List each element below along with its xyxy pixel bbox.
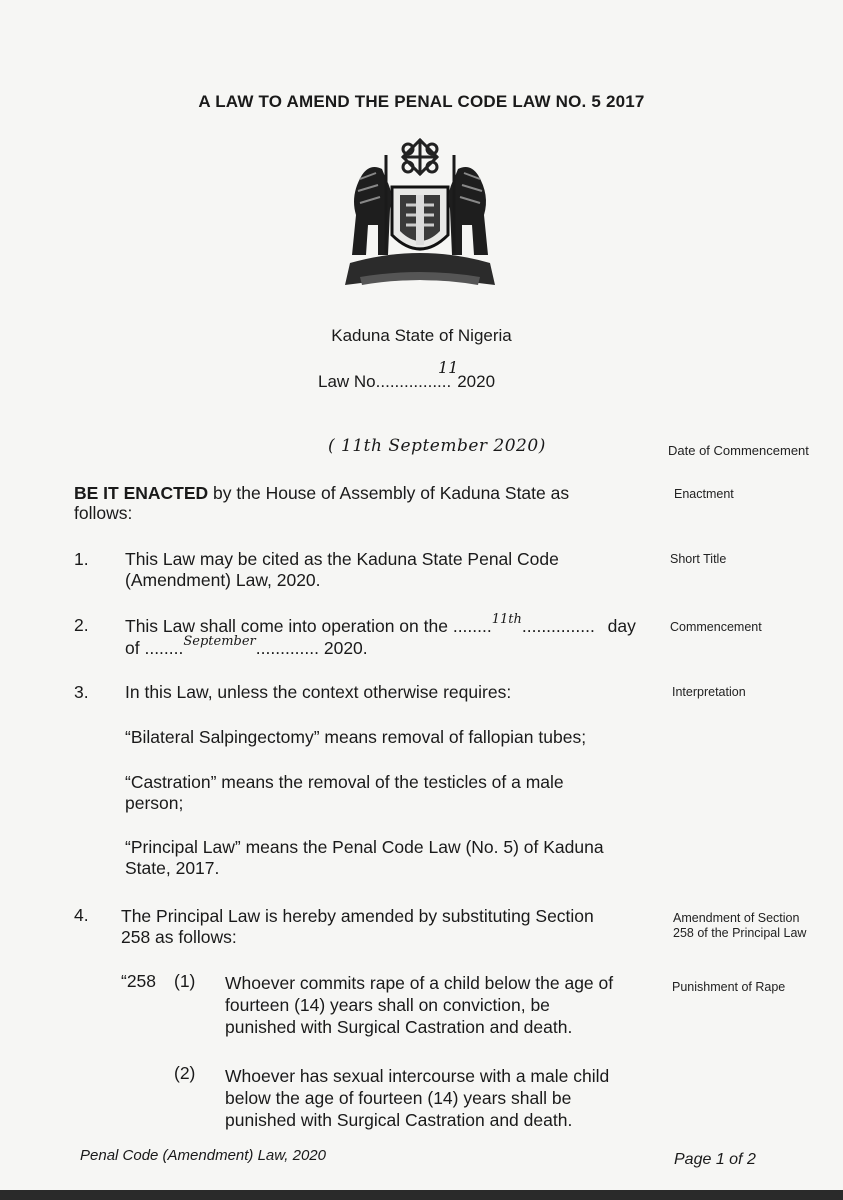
- section-2-year: 2020.: [319, 638, 368, 658]
- definition-bilateral-salpingectomy: “Bilateral Salpingectomy” means removal of fallopian tubes;: [125, 727, 587, 747]
- subsection-2-number: (2): [174, 1063, 196, 1083]
- section-2-text-a: This Law shall come into operation on the: [125, 616, 453, 636]
- section-4-line2: 258 as follows:: [121, 927, 237, 947]
- definition-principal-law-line2: State, 2017.: [125, 858, 220, 878]
- section-2-month-dots2: .............: [255, 638, 319, 658]
- margin-commencement: Commencement: [670, 620, 762, 634]
- section-2-month-dots: ........: [144, 638, 184, 658]
- state-name: Kaduna State of Nigeria: [331, 326, 512, 345]
- section-2-number: 2.: [74, 615, 89, 635]
- bottom-edge-bar: [0, 1190, 843, 1200]
- margin-date-of-commencement: Date of Commencement: [668, 443, 809, 458]
- law-number-line: [318, 358, 496, 392]
- section-1-line2: (Amendment) Law, 2020.: [125, 570, 321, 590]
- subsection-1-line3: punished with Surgical Castration and death.: [225, 1017, 573, 1037]
- enactment-line1: [74, 483, 660, 504]
- section-3-number: 3.: [74, 682, 89, 702]
- law-number-year: 2020: [457, 372, 496, 391]
- subsection-1-line1: Whoever commits rape of a child below the age of: [225, 973, 614, 993]
- law-number-dots: ..............: [385, 372, 452, 391]
- section-2-month-handwritten: September: [183, 634, 256, 649]
- section-2-day-handwritten: 11th: [491, 612, 522, 627]
- coat-of-arms-emblem: [330, 135, 510, 295]
- footer-law-title: Penal Code (Amendment) Law, 2020: [80, 1147, 326, 1164]
- subsection-1-line2: fourteen (14) years shall on conviction, be: [225, 995, 550, 1015]
- enactment-line2: follows:: [74, 503, 133, 523]
- section-3-intro: In this Law, unless the context otherwise requires:: [125, 682, 512, 702]
- document-title: A LAW TO AMEND THE PENAL CODE LAW NO. 5 2017: [198, 92, 645, 111]
- handwritten-commencement-date: ( 11th September 2020): [328, 436, 546, 456]
- section-2-day-dots2: ...............: [521, 616, 595, 636]
- margin-punishment-of-rape: Punishment of Rape: [672, 980, 786, 994]
- section-1-line1: This Law may be cited as the Kaduna State Penal Code: [125, 549, 559, 569]
- section-2-of: of: [125, 638, 145, 658]
- section-2-day-dots: ........: [452, 616, 492, 636]
- subsection-1-number: (1): [174, 971, 196, 991]
- definition-castration-line1: “Castration” means the removal of the testicles of a male: [125, 772, 564, 792]
- subsection-2-line1: Whoever has sexual intercourse with a male child: [225, 1066, 610, 1086]
- subsection-2-line2: below the age of fourteen (14) years shall be: [225, 1088, 572, 1108]
- section-2-line2: [125, 634, 368, 661]
- definition-castration-line2: person;: [125, 793, 184, 813]
- enactment-bold: BE IT ENACTED: [74, 483, 209, 503]
- section-258-label: “258: [121, 971, 157, 991]
- footer-page-number: Page 1 of 2: [674, 1151, 756, 1168]
- law-number-prefix: Law No..: [318, 372, 386, 391]
- section-2-text-b: day: [602, 616, 636, 636]
- enactment-text: by the House of Assembly of Kaduna State as: [208, 483, 570, 503]
- margin-amendment-line1: Amendment of Section: [673, 911, 800, 925]
- definition-principal-law-line1: “Principal Law” means the Penal Code Law (No. 5) of Kaduna: [125, 837, 604, 857]
- margin-enactment: Enactment: [674, 487, 734, 501]
- margin-short-title: Short Title: [670, 552, 727, 566]
- subsection-2-line3: punished with Surgical Castration and death.: [225, 1110, 573, 1130]
- margin-amendment-line2: 258 of the Principal Law: [673, 926, 807, 940]
- section-4-number: 4.: [74, 905, 89, 925]
- section-1-number: 1.: [74, 549, 89, 569]
- law-number-handwritten: 11: [438, 358, 459, 377]
- margin-interpretation: Interpretation: [672, 685, 746, 699]
- section-4-line1: The Principal Law is hereby amended by substituting Section: [121, 906, 594, 926]
